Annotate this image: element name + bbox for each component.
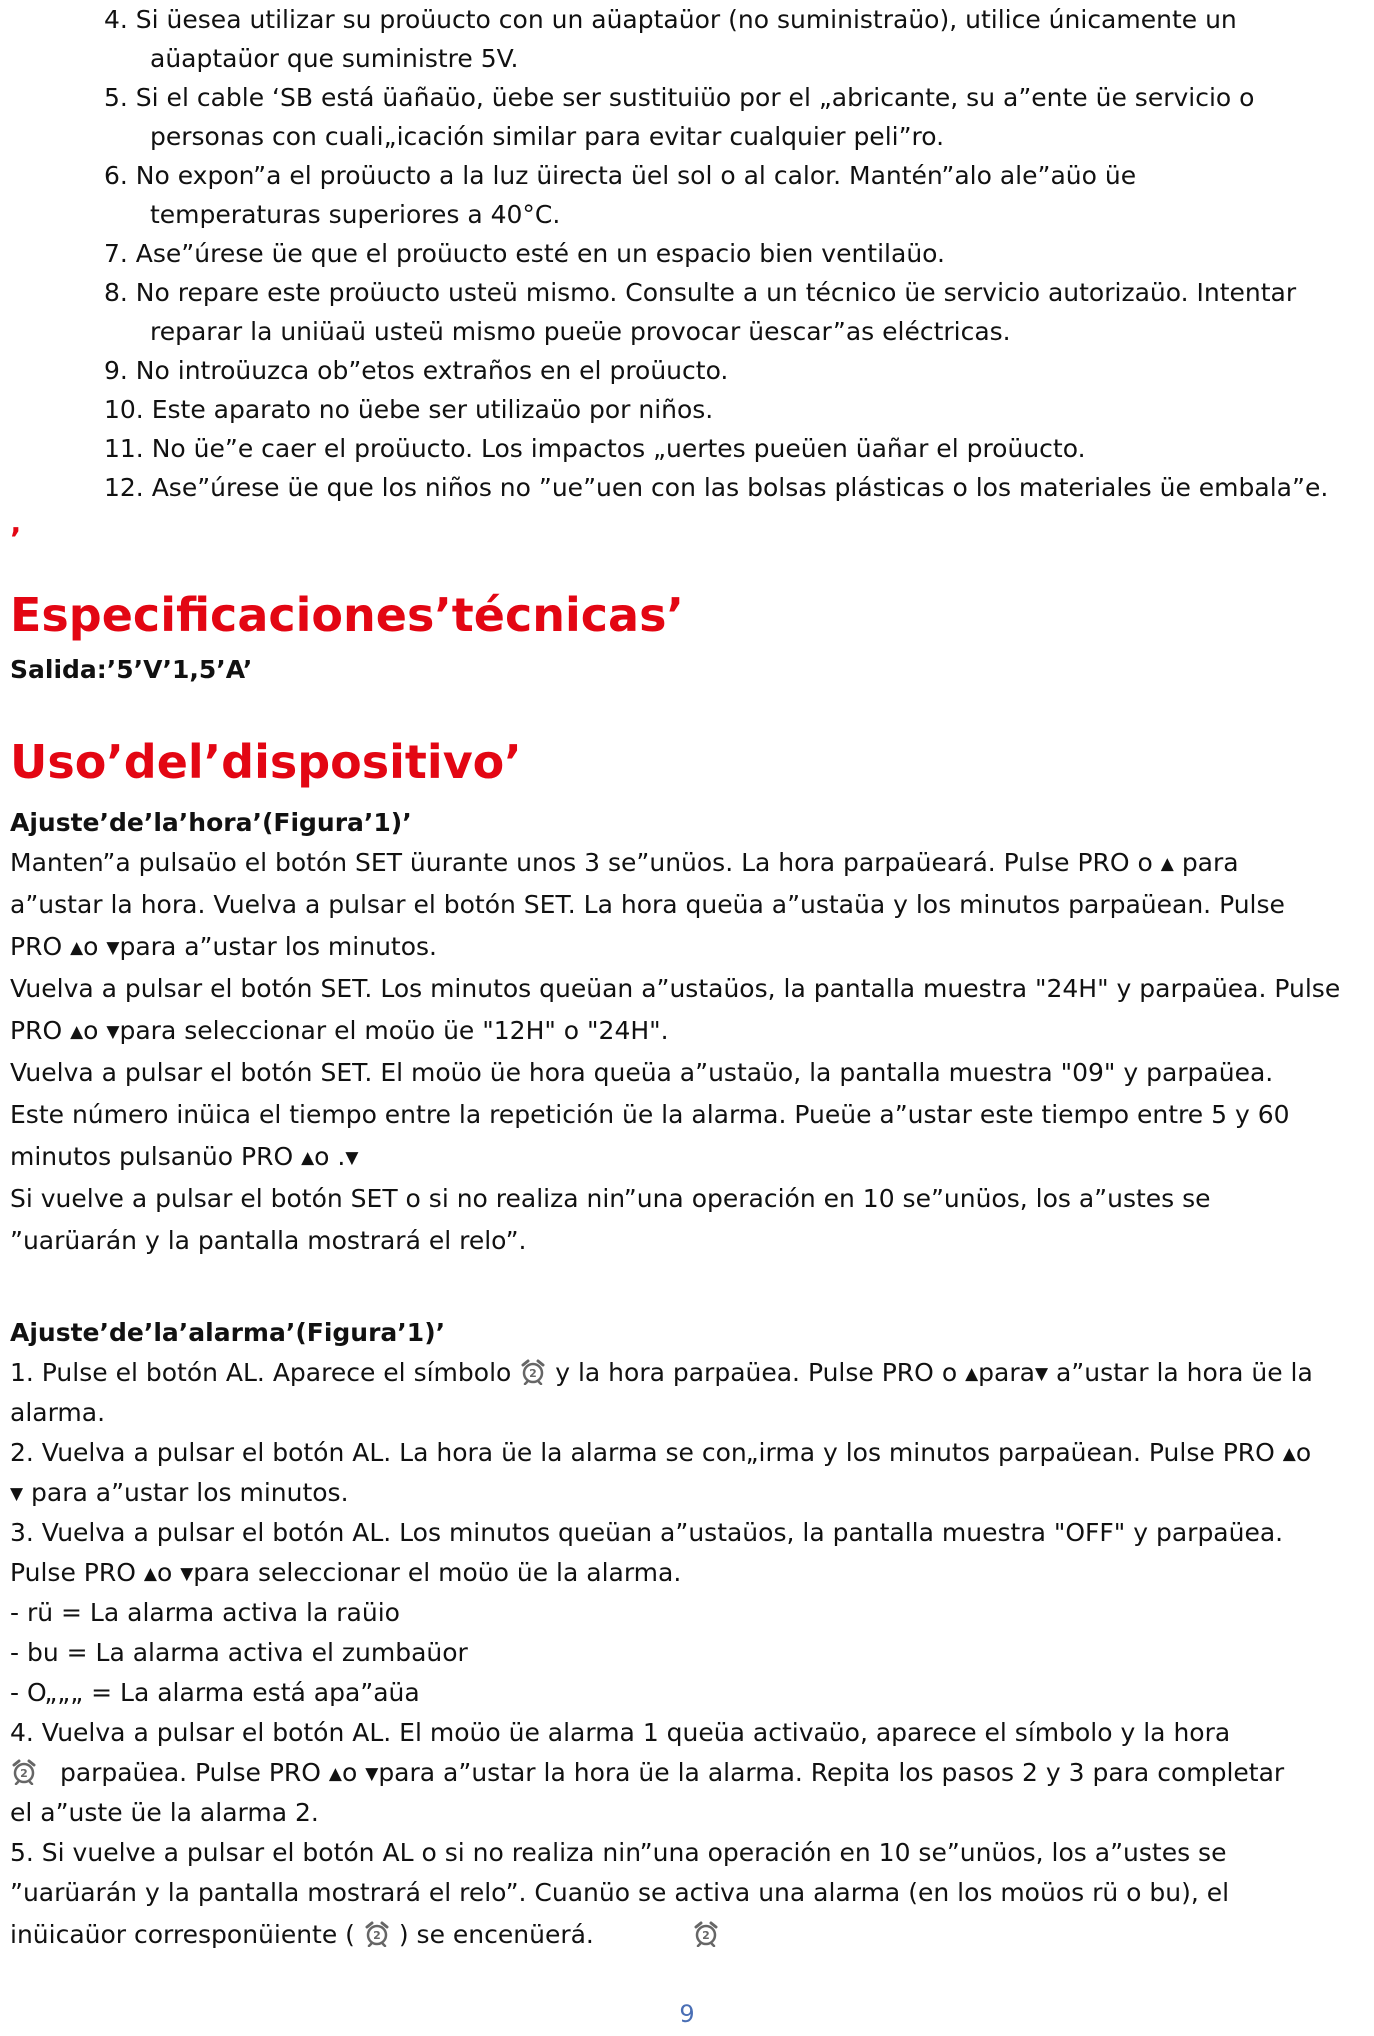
hora-line-3-rest: para a”ustar los minutos.	[119, 932, 437, 961]
alarm-clock-icon	[363, 1921, 391, 1947]
hora-line-10: ”uarüarán y la pantalla mostrará el relo”.	[10, 1226, 527, 1255]
list-item-5-line-2: personas con cuali„icación similar para evitar cualquier peli”ro.	[150, 122, 945, 151]
alarma-line-6	[10, 1558, 681, 1589]
alarma-line-6-or: o	[156, 1558, 173, 1587]
alarma-line-4-text: para a”ustar los minutos.	[31, 1478, 349, 1507]
alarma-line-11-text: parpaüea. Pulse PRO	[59, 1758, 321, 1787]
list-item-10: 10. Este aparato no üebe ser utilizaüo por niños.	[104, 395, 714, 424]
list-item-4-line-2: aüaptaüor que suministre 5V.	[150, 44, 519, 73]
list-item-8-line-2: reparar la uniüaü usteü mismo pueüe provocar üescar”as eléctricas.	[150, 317, 1011, 346]
alarma-line-3-or: o	[1295, 1438, 1312, 1467]
alarma-line-1-text: 1. Pulse el botón AL. Aparece el símbolo	[10, 1358, 512, 1387]
hora-line-8-text: minutos pulsanüo PRO	[10, 1142, 294, 1171]
spec-output: Salida:’5’V’1,5’A’	[10, 655, 253, 684]
alarma-line-5: 3. Vuelva a pulsar el botón AL. Los minutos queüan a”ustaüos, la pantalla muestra "OFF" y parpaüea.	[10, 1518, 1284, 1547]
hora-line-1-or: o	[1137, 848, 1153, 877]
hora-line-1	[10, 848, 1239, 879]
down-arrow-icon: ▼	[106, 1022, 120, 1042]
uso-heading: Uso’del’dispositivo’	[10, 735, 522, 789]
hora-line-3-or: o	[83, 932, 99, 961]
alarma-line-10: 4. Vuelva a pulsar el botón AL. El moüo üe alarma 1 queüa activaüo, aparece el símbolo y la hora	[10, 1718, 1231, 1747]
up-arrow-icon: ▲	[1160, 854, 1174, 874]
alarma-line-1-rest: a”ustar la hora üe la	[1055, 1358, 1313, 1387]
alarma-line-12: el a”uste üe la alarma 2.	[10, 1798, 319, 1827]
alarma-line-1	[10, 1358, 1313, 1389]
alarma-line-15-text: inüicaüor corresponüiente (	[10, 1920, 355, 1949]
list-item-8-line-1: 8. No repare este proüucto usteü mismo. Consulte a un técnico üe servicio autorizaüo. Intentar	[104, 278, 1297, 307]
alarma-line-1-or: o	[941, 1358, 958, 1387]
hora-line-7: Este número inüica el tiempo entre la repetición üe la alarma. Pueüe a”ustar este tiempo entre 5 y 60	[10, 1100, 1290, 1129]
hora-line-2: a”ustar la hora. Vuelva a pulsar el botón SET. La hora queüa a”ustaüa y los minutos parpaüean. Pulse	[10, 890, 1285, 919]
down-arrow-icon: ▼	[180, 1564, 194, 1584]
alarma-mode-buzzer: - bu = La alarma activa el zumbaüor	[10, 1638, 468, 1667]
list-item-5-line-1: 5. Si el cable ‘SB está üañaüo, üebe ser sustituiüo por el „abricante, su a”ente üe servicio o	[104, 83, 1255, 112]
hora-line-1-text: Manten”a pulsaüo el botón SET üurante unos 3 se”unüos. La hora parpaüeará. Pulse PRO	[10, 848, 1130, 877]
alarma-line-1-para: para	[978, 1358, 1035, 1387]
alarm-clock-icon	[519, 1359, 547, 1385]
alarma-subheading: Ajuste’de’la’alarma’(Figura’1)’	[10, 1318, 446, 1347]
alarma-line-3	[10, 1438, 1311, 1469]
up-arrow-icon: ▲	[70, 938, 84, 958]
alarma-line-11-rest: para a”ustar la hora üe la alarma. Repita los pasos 2 y 3 para completar	[378, 1758, 1285, 1787]
up-arrow-icon: ▲	[301, 1148, 315, 1168]
hora-line-5	[10, 1016, 669, 1047]
alarma-line-14: ”uarüarán y la pantalla mostrará el relo”. Cuanüo se activa una alarma (en los moüos rü o bu), el	[10, 1878, 1230, 1907]
spec-heading: Especificaciones’técnicas’	[10, 588, 684, 642]
hora-line-5-pro: PRO	[10, 1016, 63, 1045]
alarma-line-11-or: o	[341, 1758, 358, 1787]
alarma-line-3-text: 2. Vuelva a pulsar el botón AL. La hora üe la alarma se con„irma y los minutos parpaüean. Pulse PRO	[10, 1438, 1275, 1467]
list-item-12: 12. Ase”úrese üe que los niños no ”ue”uen con las bolsas plásticas o los materiales üe embala”e.	[104, 473, 1329, 502]
alarma-line-6-pro: Pulse PRO	[10, 1558, 136, 1587]
hora-line-3-pro: PRO	[10, 932, 63, 961]
alarma-line-15-rest: ) se encenüerá.	[398, 1920, 594, 1949]
hora-line-4: Vuelva a pulsar el botón SET. Los minutos queüan a”ustaüos, la pantalla muestra "24H" y parpaüea. Pulse	[10, 974, 1341, 1003]
hora-line-3	[10, 932, 437, 963]
down-arrow-icon: ▼	[345, 1148, 359, 1168]
down-arrow-icon: ▼	[10, 1484, 24, 1504]
hora-line-5-or: o	[83, 1016, 99, 1045]
alarma-line-4	[10, 1478, 349, 1509]
alarma-mode-off: - O„„„ = La alarma está apa”aüa	[10, 1678, 420, 1707]
up-arrow-icon: ▲	[965, 1364, 979, 1384]
list-item-7: 7. Ase”úrese üe que el proüucto esté en un espacio bien ventilaüo.	[104, 239, 945, 268]
down-arrow-icon: ▼	[365, 1764, 379, 1784]
list-item-6-line-2: temperaturas superiores a 40°C.	[150, 200, 561, 229]
alarma-line-11	[10, 1758, 1284, 1789]
alarma-line-13: 5. Si vuelve a pulsar el botón AL o si no realiza nin”una operación en 10 se”unüos, los a”ustes se	[10, 1838, 1227, 1867]
page-number: 9	[679, 2000, 695, 2028]
down-arrow-icon: ▼	[1034, 1364, 1049, 1384]
hora-line-9: Si vuelve a pulsar el botón SET o si no realiza nin”una operación en 10 se”unüos, los a”ustes se	[10, 1184, 1211, 1213]
up-arrow-icon: ▲	[143, 1564, 157, 1584]
up-arrow-icon: ▲	[70, 1022, 84, 1042]
hora-line-6: Vuelva a pulsar el botón SET. El moüo üe hora queüa a”ustaüo, la pantalla muestra "09" y parpaüea.	[10, 1058, 1274, 1087]
hora-line-5-rest: para seleccionar el moüo üe "12H" o "24H".	[119, 1016, 669, 1045]
list-item-6-line-1: 6. No expon”a el proüucto a la luz üirecta üel sol o al calor. Mantén”alo ale”aüo üe	[104, 161, 1137, 190]
alarm-clock-icon	[692, 1921, 720, 1947]
up-arrow-icon: ▲	[1282, 1444, 1296, 1464]
alarma-line-1-mid: y la hora parpaüea. Pulse PRO	[555, 1358, 934, 1387]
hora-line-1-para: para	[1181, 848, 1239, 877]
list-item-11: 11. No üe”e caer el proüucto. Los impactos „uertes pueüen üañar el proüucto.	[104, 434, 1086, 463]
alarma-mode-radio: - rü = La alarma activa la raüio	[10, 1598, 400, 1627]
alarm-clock-icon	[10, 1759, 38, 1785]
list-item-9: 9. No introüuzca ob”etos extraños en el proüucto.	[104, 356, 729, 385]
stray-mark: ’	[10, 522, 22, 557]
hora-line-8-or: o	[314, 1142, 330, 1171]
list-item-4-line-1: 4. Si üesea utilizar su proüucto con un aüaptaüor (no suministraüo), utilice únicamente un	[104, 5, 1237, 34]
alarma-line-15	[10, 1920, 720, 1950]
alarma-line-2: alarma.	[10, 1398, 106, 1427]
up-arrow-icon: ▲	[328, 1764, 342, 1784]
alarma-line-6-rest: para seleccionar el moüo üe la alarma.	[193, 1558, 682, 1587]
down-arrow-icon: ▼	[106, 938, 120, 958]
hora-subheading: Ajuste’de’la’hora’(Figura’1)’	[10, 808, 412, 837]
hora-line-8-dot: .	[337, 1142, 346, 1171]
hora-line-8	[10, 1142, 358, 1173]
